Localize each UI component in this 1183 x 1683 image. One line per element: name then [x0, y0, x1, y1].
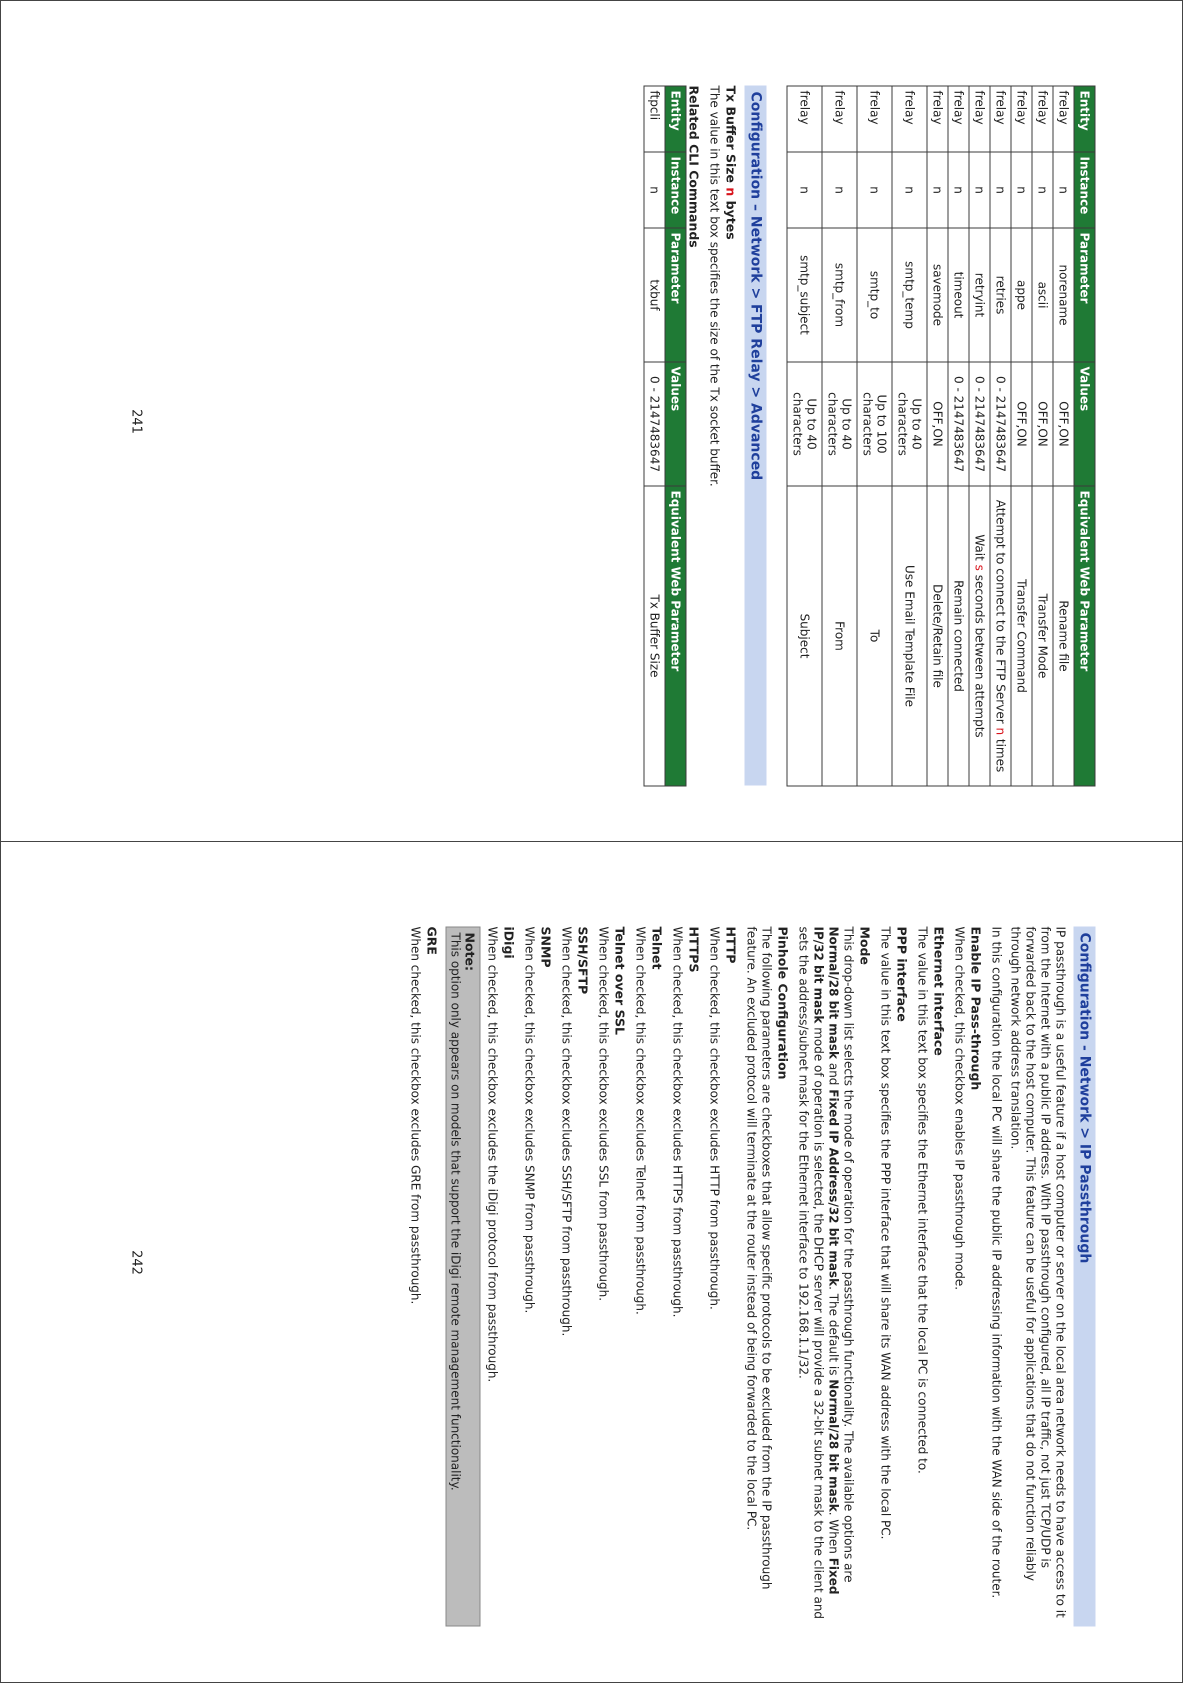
table-row [1011, 86, 1032, 786]
telnet-over-ssl-title: Telnet over SSL [612, 926, 627, 1035]
header-parameter: Parameter [665, 228, 686, 362]
section-heading-ftp-relay-advanced: Configuration – Network > FTP Relay > Advanced [744, 85, 766, 785]
enable-ip-passthrough-title: Enable IP Pass-through [968, 926, 983, 1090]
cell-instance: n [892, 152, 927, 228]
cell-web-parameter [990, 486, 1011, 786]
mode-option-normal: Normal/28 bit mask [826, 926, 840, 1059]
mode-option-fixed: Fixed IP Address/32 bit mask [826, 1088, 840, 1286]
cell-values: Up to 40 characters [892, 362, 927, 486]
frelay-parameter-table [786, 85, 1095, 786]
cell-values: OFF,ON [1053, 362, 1074, 486]
page-241-content [643, 85, 1095, 785]
table-row [948, 86, 969, 786]
cell-parameter: savemode [927, 228, 948, 362]
header-web-parameter: Equivalent Web Parameter [665, 486, 686, 786]
cell-web-parameter: Rename file [1053, 486, 1074, 786]
cell-parameter: smtp_from [822, 228, 857, 362]
intro-paragraph-2: In this configuration the local PC will share the public IP addressing information with the WAN side of the router. [989, 926, 1003, 1598]
cell-instance: n [927, 152, 948, 228]
pinhole-configuration-description: The following parameters are checkboxes that allow specific protocols to be excluded from the IP passthrough feature. An excluded protocol will terminate at the router instead of being forwarded to the local PC. [744, 926, 773, 1589]
cell-web-parameter [969, 486, 990, 786]
ssh-sftp-title: SSH/SFTP [575, 926, 590, 994]
cell-entity: frelay [1053, 86, 1074, 152]
table-row [857, 86, 892, 786]
ppp-interface-description: The value in this text box specifies the PPP interface that will share its WAN address with the local PC. [878, 926, 892, 1539]
cell-instance: n [787, 152, 822, 228]
gre-title: GRE [424, 926, 439, 955]
cell-entity: frelay [990, 86, 1011, 152]
header-entity: Entity [665, 86, 686, 152]
cell-parameter: smtp_subject [787, 228, 822, 362]
cell-values: 0 - 2147483647 [644, 362, 665, 486]
cell-web-parameter: Remain connected [948, 486, 969, 786]
gre-description: When checked, this checkbox excludes GRE from passthrough. [408, 926, 422, 1304]
telnet-description: When checked, this checkbox excludes Telnet from passthrough. [633, 926, 647, 1315]
table-header-row [1074, 86, 1095, 786]
cell-values: 0 - 2147483647 [969, 362, 990, 486]
https-title: HTTPS [686, 926, 701, 972]
table-row [1053, 86, 1074, 786]
telnet-over-ssl-description: When checked, this checkbox excludes SSL from passthrough. [596, 926, 610, 1301]
related-cli-commands-title: Related CLI Commands [686, 85, 701, 248]
web-text: Wait [972, 533, 986, 565]
header-values: Values [1074, 362, 1095, 486]
table-row [990, 86, 1011, 786]
cell-entity: frelay [948, 86, 969, 152]
cell-instance: n [1011, 152, 1032, 228]
cell-instance: n [822, 152, 857, 228]
idigi-title: iDigi [501, 926, 516, 959]
table-row [822, 86, 857, 786]
cell-entity: frelay [1032, 86, 1053, 152]
web-text: Attempt to connect to the FTP Server [993, 499, 1007, 727]
page-242 [0, 841, 1183, 1683]
cell-entity: ftpcli [644, 86, 665, 152]
header-instance: Instance [1074, 152, 1095, 228]
mode-title: Mode [857, 926, 872, 965]
cell-parameter: appe [1011, 228, 1032, 362]
cell-entity: frelay [927, 86, 948, 152]
cell-values: Up to 40 characters [787, 362, 822, 486]
table-row [1032, 86, 1053, 786]
page-number: 242 [128, 1249, 143, 1275]
tx-buffer-unit: bytes [723, 195, 738, 240]
header-instance: Instance [665, 152, 686, 228]
cell-instance: n [990, 152, 1011, 228]
header-parameter: Parameter [1074, 228, 1095, 362]
snmp-description: When checked, this checkbox excludes SNMP from passthrough. [522, 926, 536, 1313]
cell-parameter: smtp_temp [892, 228, 927, 362]
note-text: This option only appears on models that support the iDigi remote management functionality. [448, 932, 462, 1491]
cell-instance: n [644, 152, 665, 228]
ssh-sftp-description: When checked, this checkbox excludes SSH/SFTP from passthrough. [559, 926, 573, 1336]
mode-description [795, 926, 855, 1626]
enable-ip-passthrough-description: When checked, this checkbox enables IP passthrough mode. [952, 926, 966, 1290]
header-entity: Entity [1074, 86, 1095, 152]
pinhole-configuration-title: Pinhole Configuration [775, 926, 790, 1080]
ethernet-interface-description: The value in this text box specifies the Ethernet interface that the local PC is connected to. [915, 926, 929, 1474]
cell-parameter: timeout [948, 228, 969, 362]
intro-paragraph: IP passthrough is a useful feature if a host computer or server on the local area network needs to have access to it from the Internet with a public IP address. With IP passthrough configured, all IP traffic, not just TCP/UDP is forwarded back to the host computer. This feature can be useful for applications that do not function reliably through network address translation. [1008, 926, 1067, 1618]
cell-entity: frelay [969, 86, 990, 152]
cell-web-parameter: Tx Buffer Size [644, 486, 665, 786]
cell-values: 0 - 2147483647 [948, 362, 969, 486]
cell-values: 0 - 2147483647 [990, 362, 1011, 486]
cell-entity: frelay [787, 86, 822, 152]
idigi-description: When checked, this checkbox excludes the iDigi protocol from passthrough. [485, 926, 499, 1382]
cell-instance: n [1053, 152, 1074, 228]
cell-instance: n [857, 152, 892, 228]
http-title: HTTP [723, 926, 738, 963]
tx-buffer-size-title [723, 85, 738, 785]
mode-text: . When [826, 1511, 840, 1558]
mode-text: . The default is [826, 1285, 840, 1379]
tx-buffer-label: Tx Buffer Size [723, 85, 738, 187]
tx-buffer-description: The value in this text box specifies the size of the Tx socket buffer. [707, 85, 721, 487]
cell-parameter: norename [1053, 228, 1074, 362]
ethernet-interface-title: Ethernet interface [931, 926, 946, 1056]
cell-web-parameter: Transfer Command [1011, 486, 1032, 786]
note-title: Note: [462, 932, 477, 971]
header-values: Values [665, 362, 686, 486]
table-row [787, 86, 822, 786]
cell-values: Up to 40 characters [822, 362, 857, 486]
table-row [927, 86, 948, 786]
note-box [445, 926, 480, 1626]
cell-instance: n [1032, 152, 1053, 228]
mode-fixed-ip: Fixed IP/32 bit mask [811, 926, 840, 1594]
cell-web-parameter: Delete/Retain file [927, 486, 948, 786]
page-number: 241 [128, 408, 143, 434]
variable-n: n [723, 186, 738, 196]
snmp-title: SNMP [538, 926, 553, 968]
variable-s: s [972, 564, 986, 571]
mode-text: This drop-down list selects the mode of operation for the passthrough functionality. The available options are [841, 926, 855, 1582]
table-row [892, 86, 927, 786]
section-heading-ip-passthrough: Configuration - Network > IP Passthrough [1073, 926, 1095, 1626]
cell-entity: frelay [822, 86, 857, 152]
http-description: When checked, this checkbox excludes HTTP from passthrough. [707, 926, 721, 1310]
cell-values: Up to 100 characters [857, 362, 892, 486]
ftpcli-parameter-table [643, 85, 686, 786]
table-row [644, 86, 665, 786]
cell-values: OFF,ON [927, 362, 948, 486]
page-242-sheet [0, 841, 1183, 1683]
cell-web-parameter: To [857, 486, 892, 786]
web-text: seconds between attempts [972, 570, 986, 738]
mode-text: mode of operation is selected, the DHCP server will provide a 32-bit subnet mask to the client and sets the address/subnet mask for the Ethernet interface to 192.168.1.1/32. [796, 926, 825, 1619]
cell-entity: frelay [892, 86, 927, 152]
cell-web-parameter: Use Email Template File [892, 486, 927, 786]
table-row [969, 86, 990, 786]
cell-instance: n [969, 152, 990, 228]
variable-n: n [993, 726, 1007, 735]
cell-parameter: txbuf [644, 228, 665, 362]
web-text: times [993, 734, 1007, 772]
cell-parameter: smtp_to [857, 228, 892, 362]
table-header-row [665, 86, 686, 786]
cell-parameter: ascii [1032, 228, 1053, 362]
cell-parameter: retryint [969, 228, 990, 362]
mode-text: and [826, 1058, 840, 1089]
header-web-parameter: Equivalent Web Parameter [1074, 486, 1095, 786]
cell-entity: frelay [857, 86, 892, 152]
mode-default: Normal/28 bit mask [826, 1378, 840, 1512]
cell-web-parameter: From [822, 486, 857, 786]
cell-entity: frelay [1011, 86, 1032, 152]
cell-values: OFF,ON [1011, 362, 1032, 486]
cell-web-parameter: Transfer Mode [1032, 486, 1053, 786]
telnet-title: Telnet [649, 926, 664, 969]
cell-instance: n [948, 152, 969, 228]
cell-web-parameter: Subject [787, 486, 822, 786]
https-description: When checked, this checkbox excludes HTTPS from passthrough. [670, 926, 684, 1317]
cell-parameter: retries [990, 228, 1011, 362]
ppp-interface-title: PPP interface [894, 926, 909, 1022]
page-242-content [403, 926, 1095, 1626]
cell-values: OFF,ON [1032, 362, 1053, 486]
